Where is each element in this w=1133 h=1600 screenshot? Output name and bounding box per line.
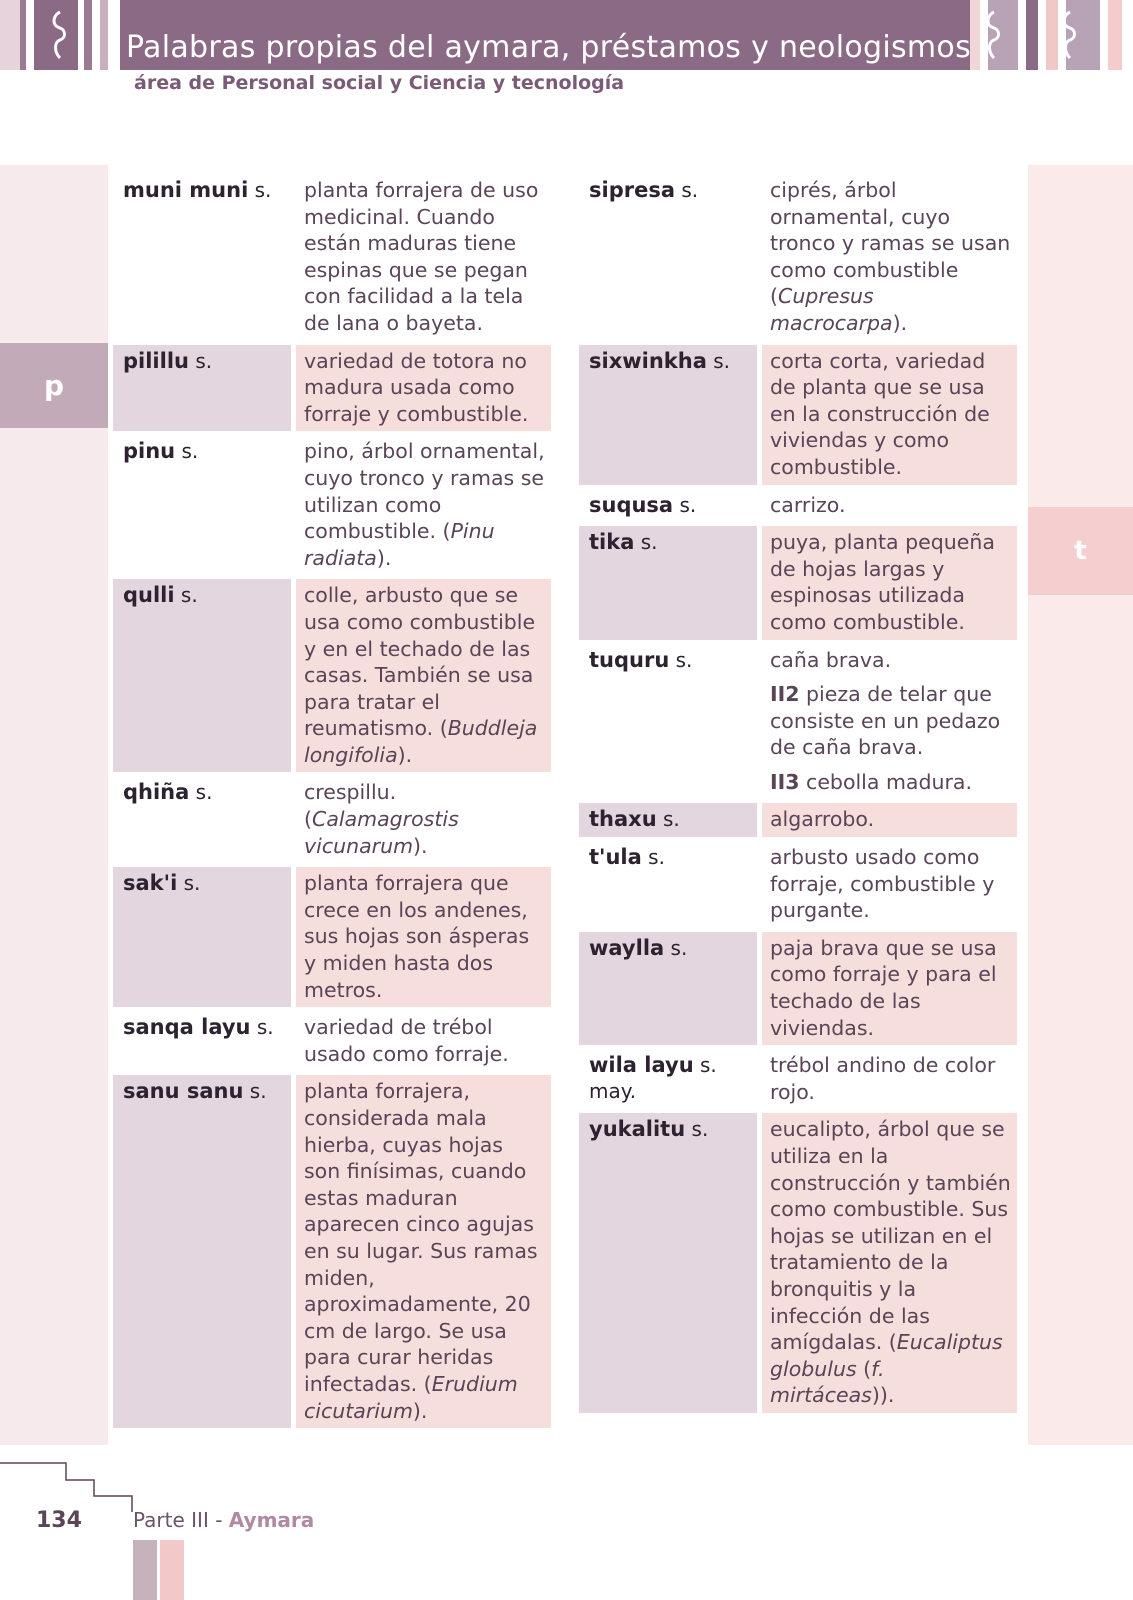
headword: tika [589, 530, 635, 555]
part-of-speech: s. [641, 845, 665, 870]
entry-term [113, 435, 291, 575]
headword: yukalitu [589, 1117, 686, 1142]
sense-number: II3 [770, 769, 800, 794]
definition-text: ciprés, árbol ornamental, cuyo tronco y ramas se usan como combustible ( [770, 178, 1011, 309]
entry-term [113, 174, 291, 341]
entry-definition [296, 345, 551, 432]
entry-term [579, 644, 757, 800]
page-number: 134 [36, 1508, 82, 1533]
entry-term [579, 489, 757, 523]
part-of-speech: s. [673, 492, 697, 517]
definition-sense [770, 647, 1011, 674]
glossary-entry [579, 489, 1017, 523]
part-of-speech: s. [634, 530, 658, 555]
entry-definition [762, 803, 1017, 837]
entry-definition [296, 435, 551, 575]
entry-definition [762, 1049, 1017, 1109]
footer-part-label: Parte III - Aymara [133, 1508, 315, 1532]
definition-text: carrizo. [770, 492, 846, 517]
entry-definition [296, 1075, 551, 1428]
headword: waylla [589, 935, 665, 960]
definition-text: pino, árbol ornamental, cuyo tronco y ramas se utilizan como combustible. ( [304, 439, 545, 544]
entry-term [579, 174, 757, 341]
part-of-speech: s. [189, 780, 213, 805]
entry-term [113, 1011, 291, 1071]
part-of-speech: s. [188, 348, 213, 373]
entry-term [579, 1049, 757, 1109]
glossary-entry [113, 867, 551, 1007]
definition-text: ). [376, 545, 392, 570]
term-extra: may. [589, 1079, 637, 1104]
definition-text: planta forrajera, considerada mala hierba, cuyas hojas son finísimas, cuando estas maduran aparecen cinco agujas en su lugar. Sus ramas miden, aproximadamente, 20 cm de largo. Se usa para curar heridas infectadas. ( [304, 1079, 538, 1396]
headword: pilillu [123, 348, 189, 373]
glossary-entry [579, 932, 1017, 1045]
part-of-speech: s. [685, 1117, 709, 1142]
scientific-name: Buddleja longifolia [304, 716, 538, 767]
entry-definition [762, 345, 1017, 485]
headword: sanqa layu [123, 1015, 251, 1040]
part-of-speech: s. [248, 178, 272, 202]
sense-text: caña brava. [770, 647, 892, 672]
footer-decor-block [133, 1540, 157, 1600]
part-of-speech: s. [175, 439, 199, 464]
definition-text: arbusto usado como forraje, combustible y purgante. [770, 845, 995, 923]
entry-definition [296, 174, 551, 341]
headword: pinu [123, 439, 176, 464]
part-of-speech: s. [656, 807, 680, 832]
definition-text: puya, planta pequeña de hojas largas y espinosas utilizada como combustible. [770, 530, 995, 634]
sense-text: pieza de telar que consiste en un pedazo de caña brava. [770, 682, 1001, 760]
footer-step-line [0, 1462, 140, 1512]
glossary-entry [113, 776, 551, 863]
glossary-entry [579, 1049, 1017, 1109]
definition-text: crespillu. ( [304, 780, 397, 832]
scientific-name: Eucaliptus globulus [770, 1330, 1003, 1381]
definition-text: corta corta, variedad de planta que se usa en la construcción de viviendas y como combustible. [770, 348, 990, 479]
definition-text: paja brava que se usa como forraje y para el techado de las viviendas. [770, 935, 997, 1040]
definition-text: colle, arbusto que se usa como combustible y en el techado de las casas. También se usa para tratar el reumatismo. ( [304, 583, 536, 741]
headword: sixwinkha [589, 348, 707, 373]
entry-term [113, 1075, 291, 1428]
definition-sense [770, 681, 1011, 761]
headword: t'ula [589, 845, 642, 870]
glossary-column-right [579, 174, 1017, 1417]
definition-text: planta forrajera que crece en los andenes, sus hojas son ásperas y miden hasta dos metros. [304, 871, 530, 1002]
entry-definition [762, 644, 1017, 800]
entry-term [113, 345, 291, 432]
part-of-speech: s. [177, 871, 201, 896]
part-of-speech: s. [693, 1053, 717, 1078]
definition-sense [770, 769, 1011, 796]
part-of-speech: s. [669, 647, 693, 672]
footer-decor-block [160, 1540, 184, 1600]
part-of-speech: s. [675, 178, 699, 202]
glossary-entry [579, 174, 1017, 341]
entry-definition [296, 1011, 551, 1071]
entry-definition [762, 932, 1017, 1045]
definition-text: ). [413, 833, 428, 858]
definition-text: variedad de trébol usado como forraje. [304, 1015, 509, 1066]
scientific-name: Cupresus macrocarpa [770, 284, 893, 335]
entry-term [113, 776, 291, 863]
glossary-entry [113, 174, 551, 341]
headword: muni muni [123, 178, 249, 202]
scientific-name: Calamagrostis vicunarum [304, 807, 459, 858]
glossary-column-left [113, 174, 551, 1432]
entry-definition [762, 174, 1017, 341]
definition-text: planta forrajera de uso medicinal. Cuando están maduras tiene espinas que se pegan con facilidad a la tela de lana o bayeta. [304, 178, 539, 335]
glossary-entry [579, 841, 1017, 928]
right-margin-panel [1028, 165, 1133, 1445]
letter-tab-p: p [0, 343, 108, 428]
definition-text: trébol andino de color rojo. [770, 1053, 996, 1104]
glossary-entry [113, 435, 551, 575]
entry-definition [762, 489, 1017, 523]
glossary-entry [579, 803, 1017, 837]
entry-term [579, 803, 757, 837]
sense-text: cebolla madura. [799, 769, 972, 794]
scientific-name: f. mirtáceas [770, 1356, 885, 1408]
letter-tab-t: t [1028, 507, 1133, 595]
glossary-entry [113, 1075, 551, 1428]
footer-language: Aymara [228, 1508, 315, 1532]
definition-text: ). [412, 1398, 428, 1423]
sense-number: II2 [770, 682, 800, 707]
entry-definition [762, 526, 1017, 639]
entry-definition [296, 579, 551, 772]
definition-text: eucalipto, árbol que se utiliza en la construcción y también como combustible. Sus hojas se utilizan en el tratamiento de la bronquitis y la infección de las amígdalas. ( [770, 1117, 1011, 1355]
entry-definition [762, 1113, 1017, 1413]
part-of-speech: s. [664, 935, 688, 960]
entry-definition [762, 841, 1017, 928]
entry-definition [296, 867, 551, 1007]
definition-text: ). [892, 310, 908, 335]
entry-term [579, 1113, 757, 1413]
definition-text: variedad de totora no madura usada como forraje y combustible. [304, 348, 529, 426]
definition-text: algarrobo. [770, 807, 875, 832]
definition-text: ). [397, 742, 413, 767]
part-of-speech: s. [243, 1079, 267, 1104]
headword: thaxu [589, 807, 657, 832]
glossary-entry [579, 644, 1017, 800]
definition-text: ( [856, 1356, 872, 1381]
headword: suqusa [589, 492, 674, 517]
spiral-ornament-icon [1060, 8, 1080, 62]
headword: qhiña [123, 780, 190, 805]
entry-term [579, 345, 757, 485]
page-title: Palabras propias del aymara, préstamos y neologismos [126, 30, 971, 65]
headword: sanu sanu [123, 1079, 244, 1104]
headword: qulli [123, 583, 175, 608]
entry-term [113, 867, 291, 1007]
entry-term [113, 579, 291, 772]
scientific-name: Erudium cicutarium [304, 1371, 518, 1423]
entry-term [579, 932, 757, 1045]
spiral-ornament-icon [50, 8, 70, 62]
headword: tuquru [589, 647, 670, 672]
part-of-speech: s. [706, 348, 731, 373]
entry-term [579, 526, 757, 639]
headword: sak'i [123, 871, 178, 896]
glossary-entry [113, 579, 551, 772]
definition-text: )). [871, 1383, 895, 1408]
part-of-speech: s. [250, 1015, 274, 1040]
entry-definition [296, 776, 551, 863]
entry-term [579, 841, 757, 928]
scientific-name: Pinu radiata [304, 519, 495, 570]
spiral-ornament-icon [984, 8, 1004, 62]
glossary-entry [579, 1113, 1017, 1413]
page-subtitle: área de Personal social y Ciencia y tecnología [134, 72, 625, 94]
headword: sipresa [589, 178, 675, 202]
part-of-speech: s. [174, 583, 198, 608]
glossary-entry [113, 345, 551, 432]
glossary-entry [113, 1011, 551, 1071]
glossary-entry [579, 526, 1017, 639]
glossary-entry [579, 345, 1017, 485]
headword: wila layu [589, 1053, 694, 1078]
